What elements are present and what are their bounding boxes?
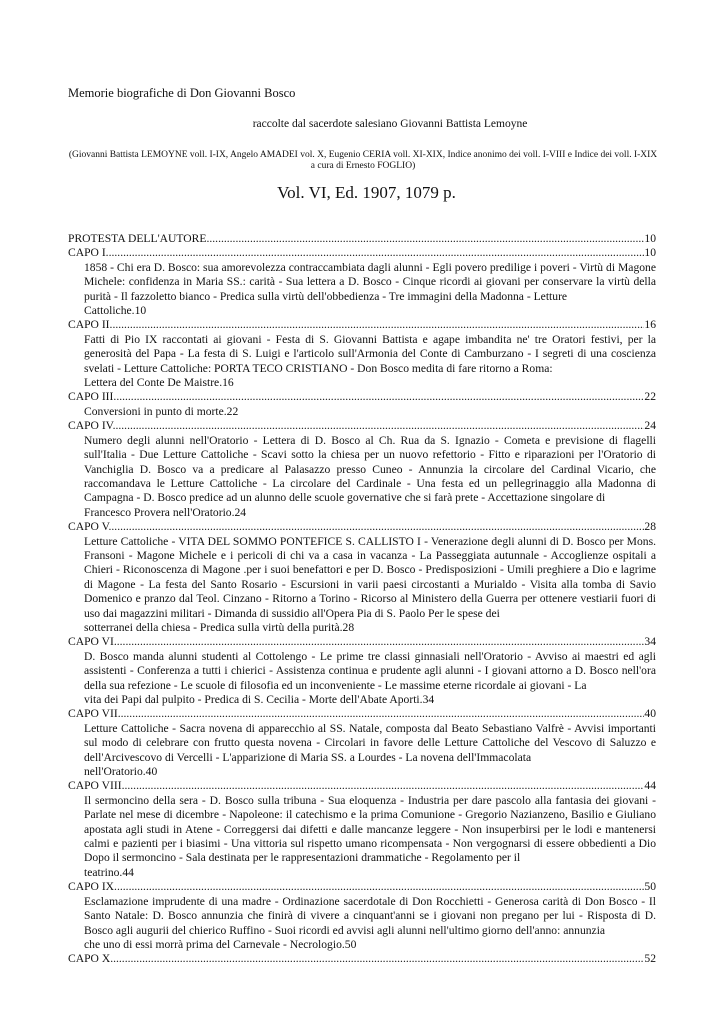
chapter-summary-page: 40 — [145, 765, 158, 779]
chapter-summary-end — [84, 506, 656, 520]
toc-entry-page: 10 — [644, 232, 656, 245]
toc-entry-label: CAPO V. — [68, 520, 112, 534]
chapter-summary — [68, 794, 656, 880]
toc-entry-label: CAPO I. — [68, 246, 109, 260]
authors-note: (Giovanni Battista LEMOYNE voll. I-IX, Angelo AMADEI vol. X, Eugenio CERIA voll. XI-XIX, Indice anonimo dei voll. I-VIII e Indice dei voll. I-XIX a cura di Ernesto FOGLIO) — [68, 150, 658, 171]
chapter-summary-end — [84, 621, 656, 635]
toc-entry-page: 34 — [644, 635, 656, 649]
toc-entry[interactable] — [68, 520, 656, 534]
chapter-summary — [68, 333, 656, 391]
leader-dots — [117, 635, 645, 649]
toc-entry[interactable] — [68, 390, 656, 404]
toc-entry[interactable] — [68, 318, 656, 332]
leader-dots — [121, 707, 645, 721]
chapter-summary-page: 10 — [134, 304, 147, 318]
chapter-summary-end — [84, 405, 656, 419]
chapter-summary — [68, 261, 656, 319]
chapter-summary-page: 50 — [344, 937, 357, 951]
toc-entry-page: 40 — [644, 707, 656, 721]
document-title: Memorie biografiche di Don Giovanni Bosco — [68, 86, 296, 100]
toc-entry[interactable] — [68, 707, 656, 721]
chapter-summary-end — [84, 693, 656, 707]
toc-entry-page: 24 — [644, 419, 656, 433]
toc-entry[interactable] — [68, 635, 656, 649]
chapter-summary-page: 24 — [234, 505, 247, 519]
chapter-summary-tail: che uno di essi morrà prima del Carnevale - Necrologio. — [84, 937, 345, 951]
toc-entry-label: CAPO IX. — [68, 880, 117, 894]
chapter-summary-text: Esclamazione imprudente di una madre - Ordinazione sacerdotale di Don Rocchietti - Generosa carità di Don Bosco - Il Santo Natale: D. Bosco annunzia che finirà di vivere a cinquant'anni se i giovani non pregano per lui - Risposta di D. Bosco agli augurii del chierico Ruffino - Suoi ricordi ed avvisi agli alunni nell'ultimo giorno dell'anno: annunzia — [84, 894, 656, 937]
chapter-summary — [68, 895, 656, 953]
chapter-summary-text: Fatti di Pio IX raccontati ai giovani - Festa di S. Giovanni Battista e agape imbandita ne' tre Oratori festivi, per la generosità del Papa - La festa di S. Luigi e l'articolo sull'Armonia del Conte di Camburzano - I segreti di una coscienza svelati - Letture Cattoliche: PORTA TECO CRISTIANO - Don Bosco medita di fare ritorno a Roma: — [84, 332, 656, 375]
chapter-summary-tail: Lettera del Conte De Maistre. — [84, 376, 223, 390]
toc-entry-page: 44 — [644, 779, 656, 793]
toc-entry[interactable] — [68, 880, 656, 894]
toc-entry-label: CAPO III. — [68, 390, 117, 404]
leader-dots — [111, 520, 644, 534]
chapter-summary — [68, 434, 656, 520]
chapter-summary-end — [84, 376, 656, 390]
leader-dots — [117, 880, 644, 894]
chapter-summary-tail: Francesco Provera nell'Oratorio. — [84, 505, 235, 519]
toc-entry[interactable] — [68, 952, 656, 966]
toc-entry[interactable] — [68, 779, 656, 793]
table-of-contents — [68, 232, 656, 967]
toc-entry[interactable] — [68, 419, 656, 433]
toc-entry-page: 22 — [644, 390, 656, 404]
toc-entry-label: CAPO II. — [68, 318, 113, 332]
toc-entry-label: CAPO VI. — [68, 635, 117, 649]
leader-dots — [124, 779, 644, 793]
toc-entry-label: CAPO IV. — [68, 419, 116, 433]
chapter-summary — [68, 650, 656, 708]
chapter-summary-tail: Cattoliche. — [84, 304, 135, 318]
toc-entry-label: CAPO X. — [68, 952, 114, 966]
chapter-summary — [68, 722, 656, 780]
chapter-summary-text: Numero degli alunni nell'Oratorio - Lettera di D. Bosco al Ch. Rua da S. Ignazio - Cometa e previsione di flagelli sull'Italia - Due Letture Cattoliche - Scavi sotto la chiesa per un nuovo refettorio - Fitto e riparazioni per l'Oratorio di Vanchiglia D. Bosco va a predicare al Palasazzo presso Cuneo - Annunzia la circolare del Cardinal Vicario, che raccomandava le Letture Cattoliche - La circolare del Cardinale - Una festa ed un pellegrinaggio alla Madonna di Campagna - D. Bosco predice ad un alunno delle scuole governative che si farà prete - Accettazione singolare di — [84, 433, 656, 505]
chapter-summary-tail: teatrino. — [84, 865, 123, 879]
toc-entry-label: PROTESTA DELL'AUTORE — [68, 232, 207, 245]
toc-entry[interactable] — [68, 246, 656, 260]
chapter-summary-text: Il sermoncino della sera - D. Bosco sulla tribuna - Sua eloquenza - Industria per dare pascolo alla fantasia dei giovani - Parlate nel mese di dicembre - Napoleone: il catechismo e la prima Comunione - Gregorio Nazianzeno, Basilio e Giuliano apostata agli studi in Atene - Correggersi dai difetti e dalle mancanze leggere - Non insuperbirsi per le lodi e mantenersi calmi e pazienti per i biasimi - Una vittoria sul rispetto umano ricompensata - Non vergognarsi di essere obbedienti a Dio Dopo il sermoncino - Sala destinata per le rappresentazioni drammatiche - Regolamento per il — [84, 793, 656, 865]
chapter-summary-end — [84, 304, 656, 318]
chapter-summary-page: 34 — [422, 693, 435, 706]
chapter-summary — [68, 405, 656, 419]
toc-entry-page: 52 — [644, 952, 656, 966]
toc-entry-page: 28 — [644, 520, 656, 534]
leader-dots — [116, 390, 644, 404]
chapter-summary-page: 28 — [342, 620, 355, 634]
chapter-summary-text: D. Bosco manda alunni studenti al Cottolengo - Le prime tre classi ginnasiali nell'Oratorio - Avviso ai maestri ed agli assistenti - Conferenza a tutti i chierici - Assistenza continua e prudente agli alunni - I giovani attorno a D. Bosco nell'ora della sua refezione - Le scuole di filosofia ed un inconveniente - Le massime eterne ricordale ai giovani - La — [84, 649, 656, 692]
toc-entry-label: CAPO VIII. — [68, 779, 125, 793]
document-subtitle: raccolte dal sacerdote salesiano Giovanni Battista Lemoyne — [252, 118, 528, 130]
toc-entry-page: 10 — [644, 246, 656, 260]
leader-dots — [112, 318, 644, 332]
chapter-summary-end — [84, 765, 656, 779]
chapter-summary-page: 16 — [222, 376, 234, 390]
chapter-summary-tail: sotterranei della chiesa - Predica sulla virtù della purità. — [84, 620, 343, 634]
chapter-summary-text: 1858 - Chi era D. Bosco: sua amorevolezza contraccambiata dagli alunni - Egli povero predilige i poveri - Virtù di Magone Michele: confidenza in Maria SS.: carità - Sua lettera a D. Bosco - Cinque ricordi ai giovani per conservare la virtù della purità - Il fazzoletto bianco - Predica sulla virtù dell'obbedienza - Tre immagini della Madonna - Letture — [84, 260, 656, 303]
toc-entry-page: 50 — [644, 880, 656, 894]
chapter-summary-tail: Conversioni in punto di morte. — [84, 404, 227, 418]
toc-entry-page: 16 — [644, 318, 656, 332]
toc-entry[interactable] — [68, 232, 656, 246]
leader-dots — [113, 952, 644, 966]
chapter-summary-tail: nell'Oratorio. — [84, 765, 146, 779]
leader-dots — [206, 232, 644, 246]
toc-entry-label: CAPO VII. — [68, 707, 121, 721]
volume-heading: Vol. VI, Ed. 1907, 1079 p. — [277, 183, 456, 202]
chapter-summary-tail: vita dei Papi dal pulpito - Predica di S. Cecilia - Morte dell'Abate Aporti. — [84, 693, 423, 706]
leader-dots — [115, 419, 644, 433]
leader-dots — [109, 246, 645, 260]
chapter-summary-page: 22 — [226, 404, 239, 418]
chapter-summary-text: Letture Cattoliche - VITA DEL SOMMO PONTEFICE S. CALLISTO I - Venerazione degli alunni di D. Bosco per Mons. Fransoni - Magone Michele e i pericoli di chi va a casa in vacanza - La Passeggiata autunnale - Accoglienze ospitali a Chieri - Riconoscenza di Magone .per i suoi benefattori e per D. Bosco - Predisposizioni - Umili preghiere a Dio e lagrime di Magone - La festa del Santo Rosario - Escursioni in varii paesi circostanti a Murialdo - Visita alla tomba di Savio Domenico e pranzo dal Teol. Cinzano - Ritorno a Torino - Ricorso al Ministero della Guerra per ottenere vestiarii fuori di uso dai magazzini militari - Dimanda di sussidio all'Opera Pia di S. Paolo Per le spese dei — [84, 534, 656, 620]
chapter-summary-page: 44 — [122, 865, 134, 879]
chapter-summary-end — [84, 938, 656, 952]
chapter-summary — [68, 535, 656, 636]
chapter-summary-end — [84, 866, 656, 880]
chapter-summary-text: Letture Cattoliche - Sacra novena di apparecchio al SS. Natale, composta dal Beato Sebastiano Valfrè - Avvisi importanti sul modo di celebrare con frutto questa novena - Circolari in favore delle Letture Cattoliche del Vescovo di Saluzzo e dell'Arcivescovo di Vercelli - L'apparizione di Maria SS. a Lourdes - La novena dell'Immacolata — [84, 721, 656, 764]
